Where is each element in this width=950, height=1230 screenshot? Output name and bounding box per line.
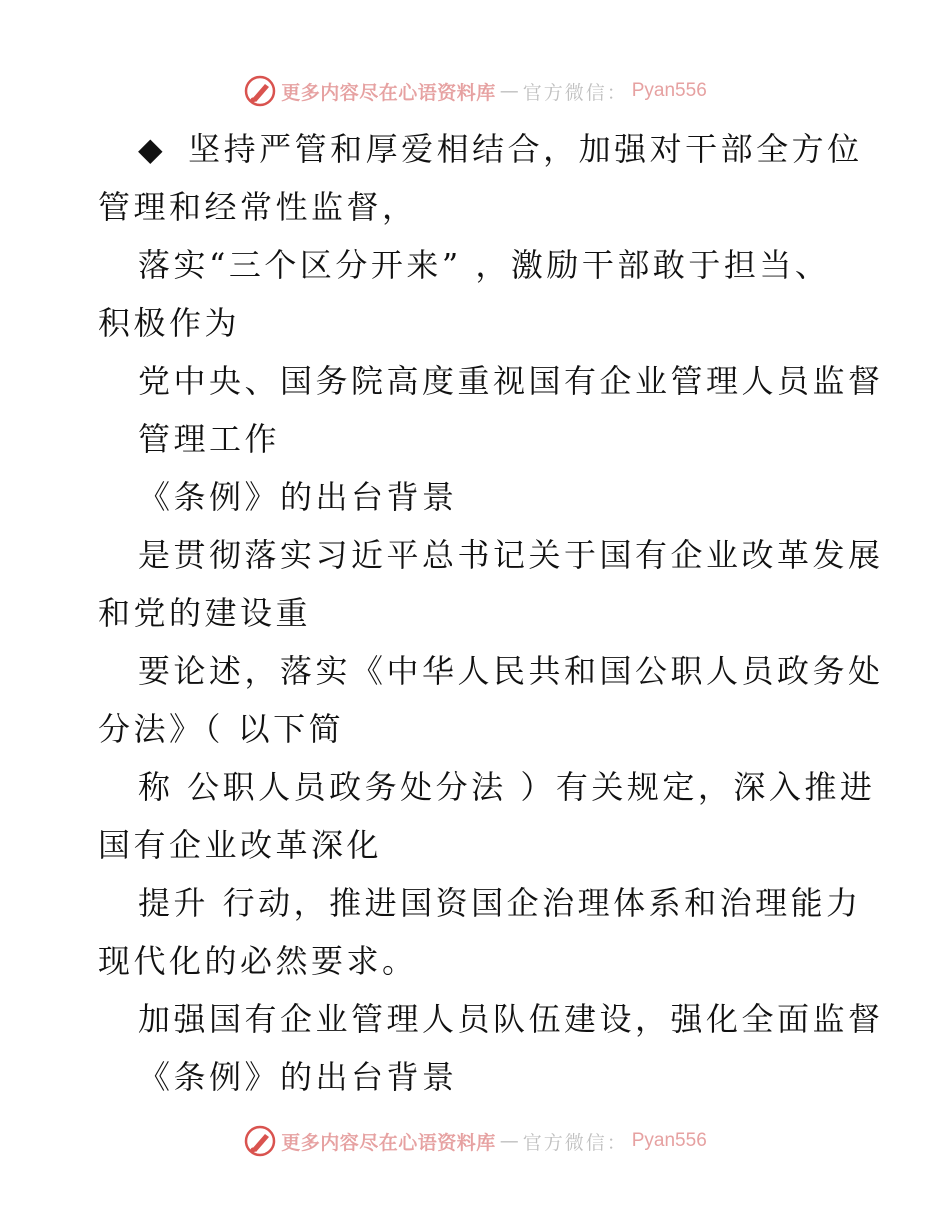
text-line: 称 公职人员政务处分法 ）有关规定，深入推进 [138, 768, 876, 806]
text-line: 党中央、国务院高度重视国有企业管理人员监督 [138, 362, 884, 400]
pen-logo-icon [243, 1124, 277, 1158]
watermark [243, 74, 707, 108]
text-line: 现代化的必然要求。 [98, 942, 418, 980]
watermark-wechat-id: Pyan556 [631, 1130, 707, 1151]
diamond-bullet-icon: ◆ [138, 130, 167, 168]
text-line: 落实“三个区分开来” ，激励干部敢于担当、 [138, 246, 831, 284]
document-body [98, 120, 884, 1106]
text-line: 管理和经常性监督， [98, 188, 418, 226]
watermark-separator: — [499, 80, 519, 102]
watermark-site-text: 更多内容尽在心语资料库 [281, 81, 496, 104]
text-line: 《条例》的出台背景 [138, 478, 458, 516]
page-footer-watermark [0, 1121, 950, 1161]
pen-logo-icon [243, 74, 277, 108]
text-line [98, 120, 863, 178]
text-line: 国有企业改革深化 [98, 826, 383, 864]
text-line: 分法》（ 以下简 [98, 710, 345, 748]
text-line: 加强国有企业管理人员队伍建设，强化全面监督 [138, 1000, 884, 1038]
text-line: 积极作为 [98, 304, 241, 342]
watermark-separator: — [499, 1130, 519, 1152]
text-line: 和党的建设重 [98, 594, 312, 632]
page-header-watermark [0, 71, 950, 111]
text-line: 《条例》的出台背景 [138, 1058, 458, 1096]
text-line: 是贯彻落实习近平总书记关于国有企业改革发展 [138, 536, 884, 574]
watermark-wechat-id: Pyan556 [631, 80, 707, 101]
text-line-content: 坚持严管和厚爱相结合，加强对干部全方位 [188, 130, 863, 168]
watermark-wechat-label: 官方微信： [522, 1131, 628, 1154]
watermark-wechat-label: 官方微信： [522, 81, 628, 104]
text-line: 提升 行动，推进国资国企治理体系和治理能力 [138, 884, 862, 922]
text-line: 要论述，落实《中华人民共和国公职人员政务处 [138, 652, 884, 690]
watermark-site-text: 更多内容尽在心语资料库 [281, 1131, 496, 1154]
watermark [243, 1124, 707, 1158]
text-line: 管理工作 [138, 420, 281, 458]
